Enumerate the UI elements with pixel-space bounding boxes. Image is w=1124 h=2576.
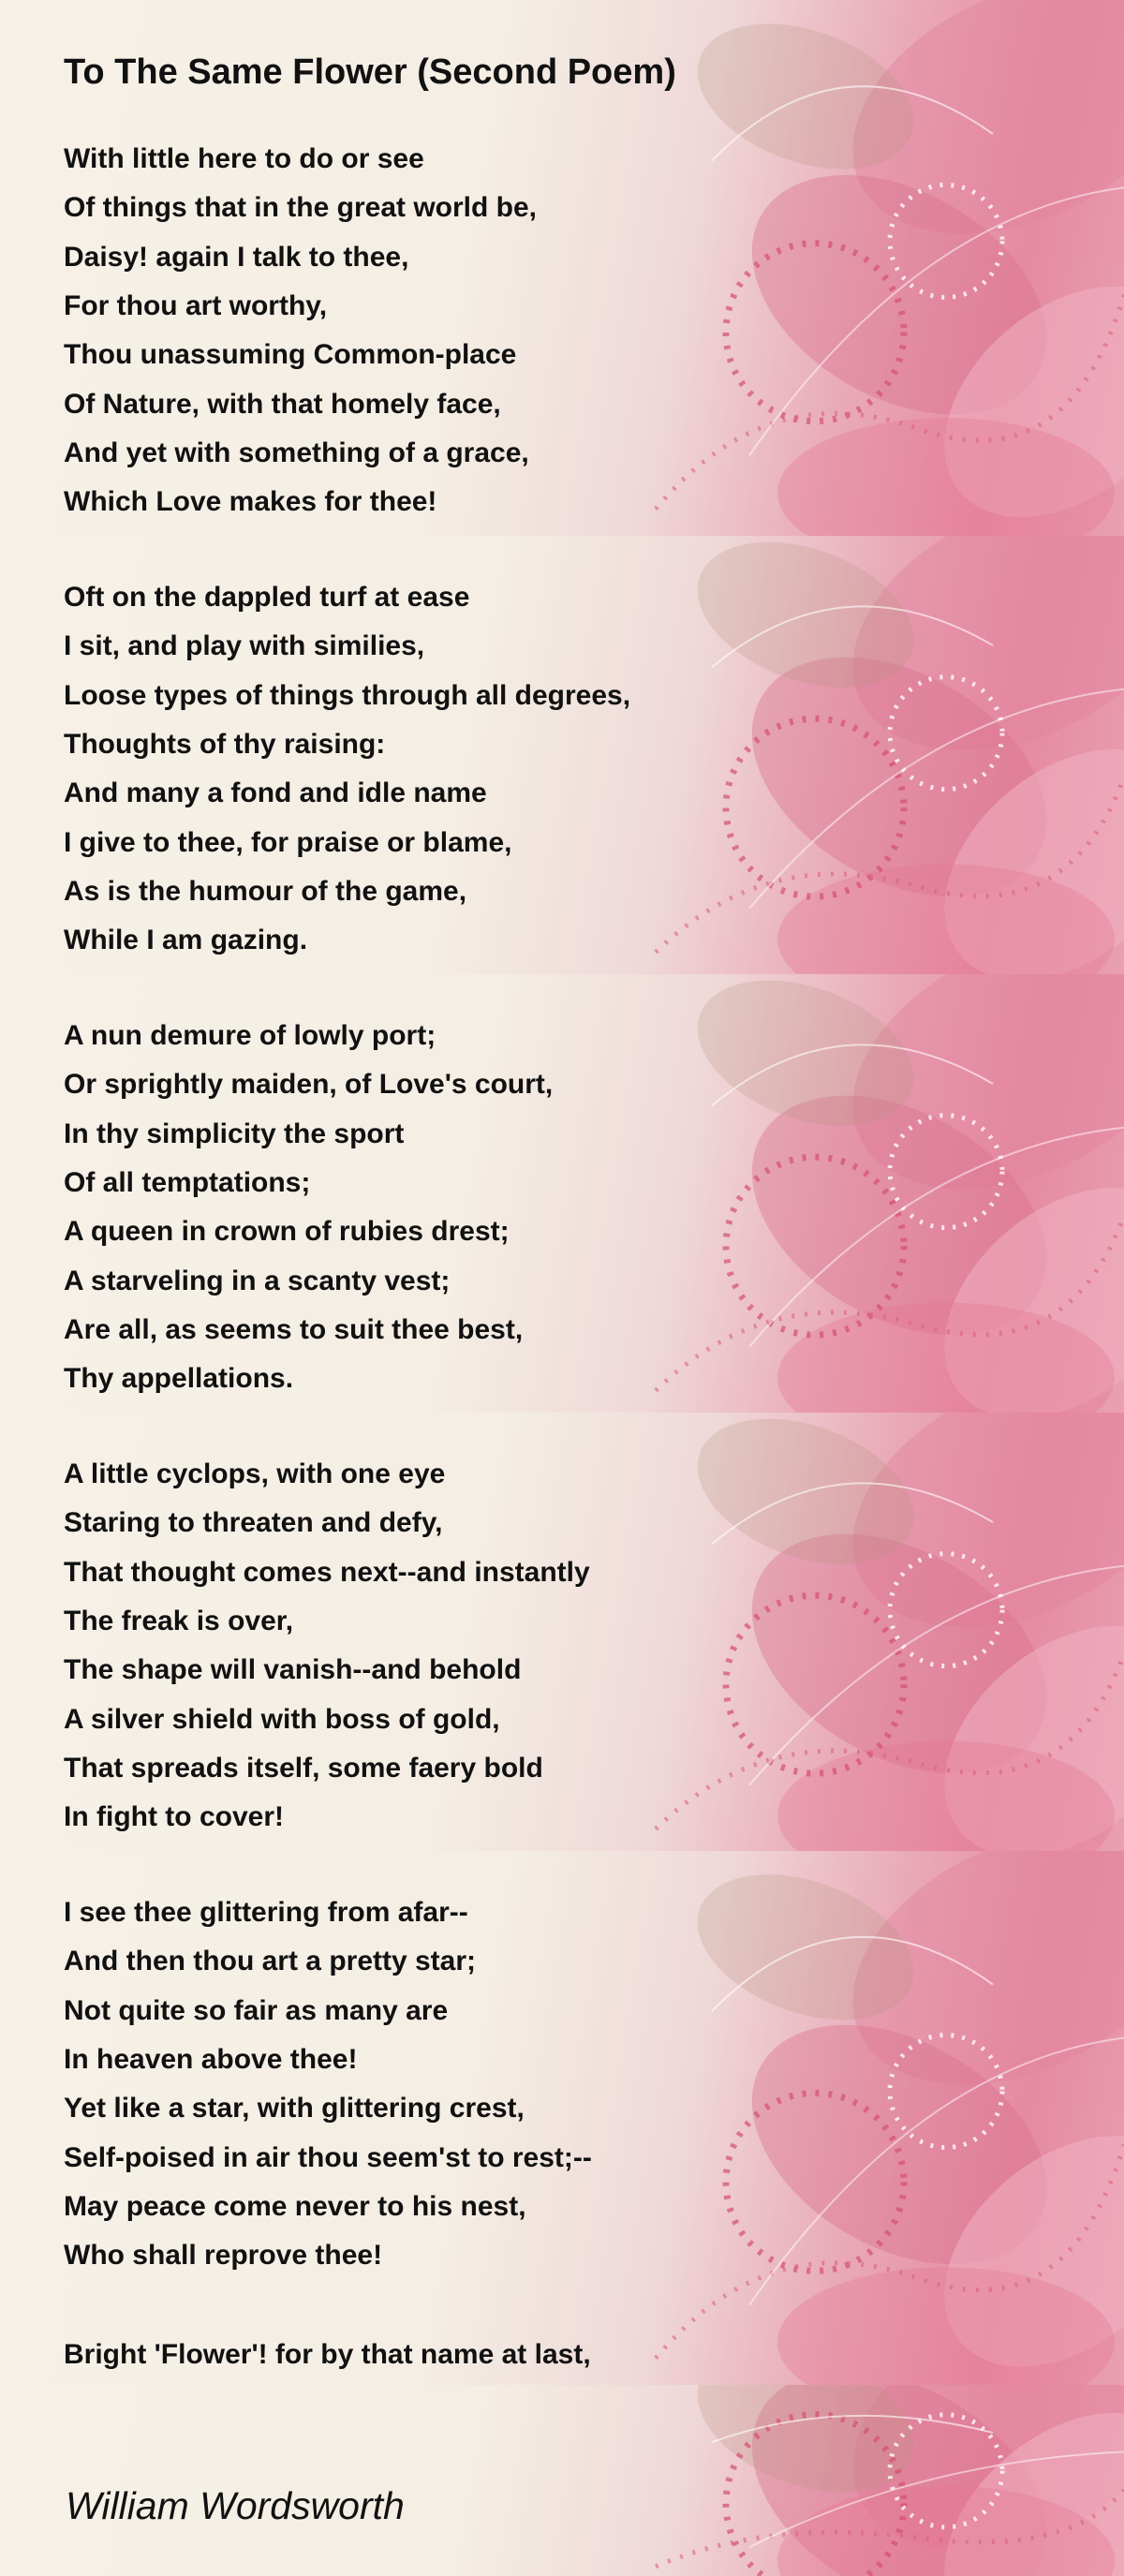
poem-line: Of Nature, with that homely face, — [64, 388, 501, 420]
poem-line: For thou art worthy, — [64, 289, 328, 321]
poem-line: The freak is over, — [64, 1605, 294, 1636]
poem-line: A starveling in a scanty vest; — [64, 1265, 451, 1296]
poem-line: While I am gazing. — [64, 925, 308, 956]
poem-line: That thought comes next--and instantly — [64, 1556, 590, 1588]
poem-line: Bright 'Flower'! for by that name at last, — [64, 2339, 591, 2370]
poem-line: Staring to threaten and defy, — [64, 1507, 443, 1539]
poem-line: The shape will vanish--and behold — [64, 1654, 522, 1686]
poem-line: May peace come never to his nest, — [64, 2190, 526, 2222]
poem-line: A queen in crown of rubies drest; — [64, 1216, 510, 1248]
poem-line: Self-poised in air thou seem'st to rest;-- — [64, 2141, 592, 2173]
poem-line: In thy simplicity the sport — [64, 1118, 405, 1149]
poem-line: And many a fond and idle name — [64, 777, 487, 809]
poem-line: I give to thee, for praise or blame, — [64, 826, 512, 858]
poem-line: Are all, as seems to suit thee best, — [64, 1313, 524, 1345]
poem-line: With little here to do or see — [64, 143, 424, 174]
poem-line: Of things that in the great world be, — [64, 192, 538, 224]
poem-line: That spreads itself, some faery bold — [64, 1752, 543, 1784]
poem-line: Not quite so fair as many are — [64, 1994, 449, 2026]
poem-line: A nun demure of lowly port; — [64, 1020, 436, 1051]
poem-line: Thoughts of thy raising: — [64, 728, 386, 760]
poem-line: In fight to cover! — [64, 1801, 284, 1833]
poem-line: And yet with something of a grace, — [64, 437, 529, 468]
poem-author: William Wordsworth — [66, 2484, 405, 2527]
poem-line: Or sprightly maiden, of Love's court, — [64, 1069, 554, 1101]
poem-line: A silver shield with boss of gold, — [64, 1703, 500, 1735]
poem-line: A little cyclops, with one eye — [64, 1458, 446, 1489]
poem-title: To The Same Flower (Second Poem) — [64, 52, 676, 92]
poem-line: Of all temptations; — [64, 1166, 311, 1198]
poem-line: Oft on the dappled turf at ease — [64, 582, 470, 613]
poem-line: Yet like a star, with glittering crest, — [64, 2093, 525, 2124]
poem-line: Thou unassuming Common-place — [64, 339, 517, 371]
poem-line: Which Love makes for thee! — [64, 486, 437, 518]
poem-line: Daisy! again I talk to thee, — [64, 241, 409, 273]
poem-line: As is the humour of the game, — [64, 875, 467, 907]
poem-line: Who shall reprove thee! — [64, 2240, 383, 2272]
poem-line: Thy appellations. — [64, 1363, 294, 1395]
poem-line: Loose types of things through all degrees, — [64, 679, 631, 711]
poem-line: I see thee glittering from afar-- — [64, 1897, 468, 1928]
poem-line: In heaven above thee! — [64, 2043, 358, 2075]
poem-line: I sit, and play with similies, — [64, 630, 425, 662]
poem-line: And then thou art a pretty star; — [64, 1946, 477, 1977]
